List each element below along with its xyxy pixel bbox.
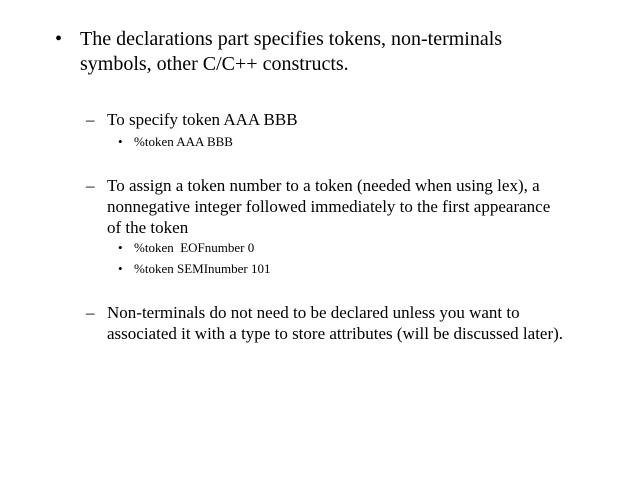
example-text: %token SEMInumber 101: [134, 261, 271, 276]
dash-icon: –: [86, 303, 95, 322]
example-token-seminumber: [118, 260, 598, 277]
example-text: %token EOFnumber 0: [134, 240, 255, 255]
sub-point-non-terminals: [86, 302, 606, 344]
sub-point-line: To assign a token number to a token (needed when using lex), a: [107, 176, 540, 195]
bullet-icon: •: [118, 240, 123, 255]
sub-point-line: To specify token AAA BBB: [107, 110, 298, 129]
sub-point-line: Non-terminals do not need to be declared unless you want to: [107, 303, 520, 322]
bullet-icon: •: [118, 261, 123, 276]
sub-point-line: nonnegative integer followed immediately to the first appearance: [107, 197, 551, 216]
main-point-line-1: The declarations part specifies tokens, non-terminals: [80, 28, 503, 50]
dash-icon: –: [86, 110, 95, 129]
sub-point-line: of the token: [107, 218, 189, 237]
example-token-eofnumber: [118, 239, 598, 256]
main-bullet-point: [55, 27, 615, 77]
sub-point-token-specify: [86, 109, 606, 130]
sub-point-line: associated it with a type to store attributes (will be discussed later).: [107, 324, 564, 343]
bullet-icon: •: [55, 28, 63, 50]
dash-icon: –: [86, 176, 95, 195]
example-token-aaa-bbb: [118, 133, 598, 150]
sub-point-token-number: [86, 175, 606, 238]
main-point-line-2: symbols, other C/C++ constructs.: [80, 53, 349, 75]
bullet-icon: •: [118, 134, 123, 149]
example-text: %token AAA BBB: [134, 134, 233, 149]
